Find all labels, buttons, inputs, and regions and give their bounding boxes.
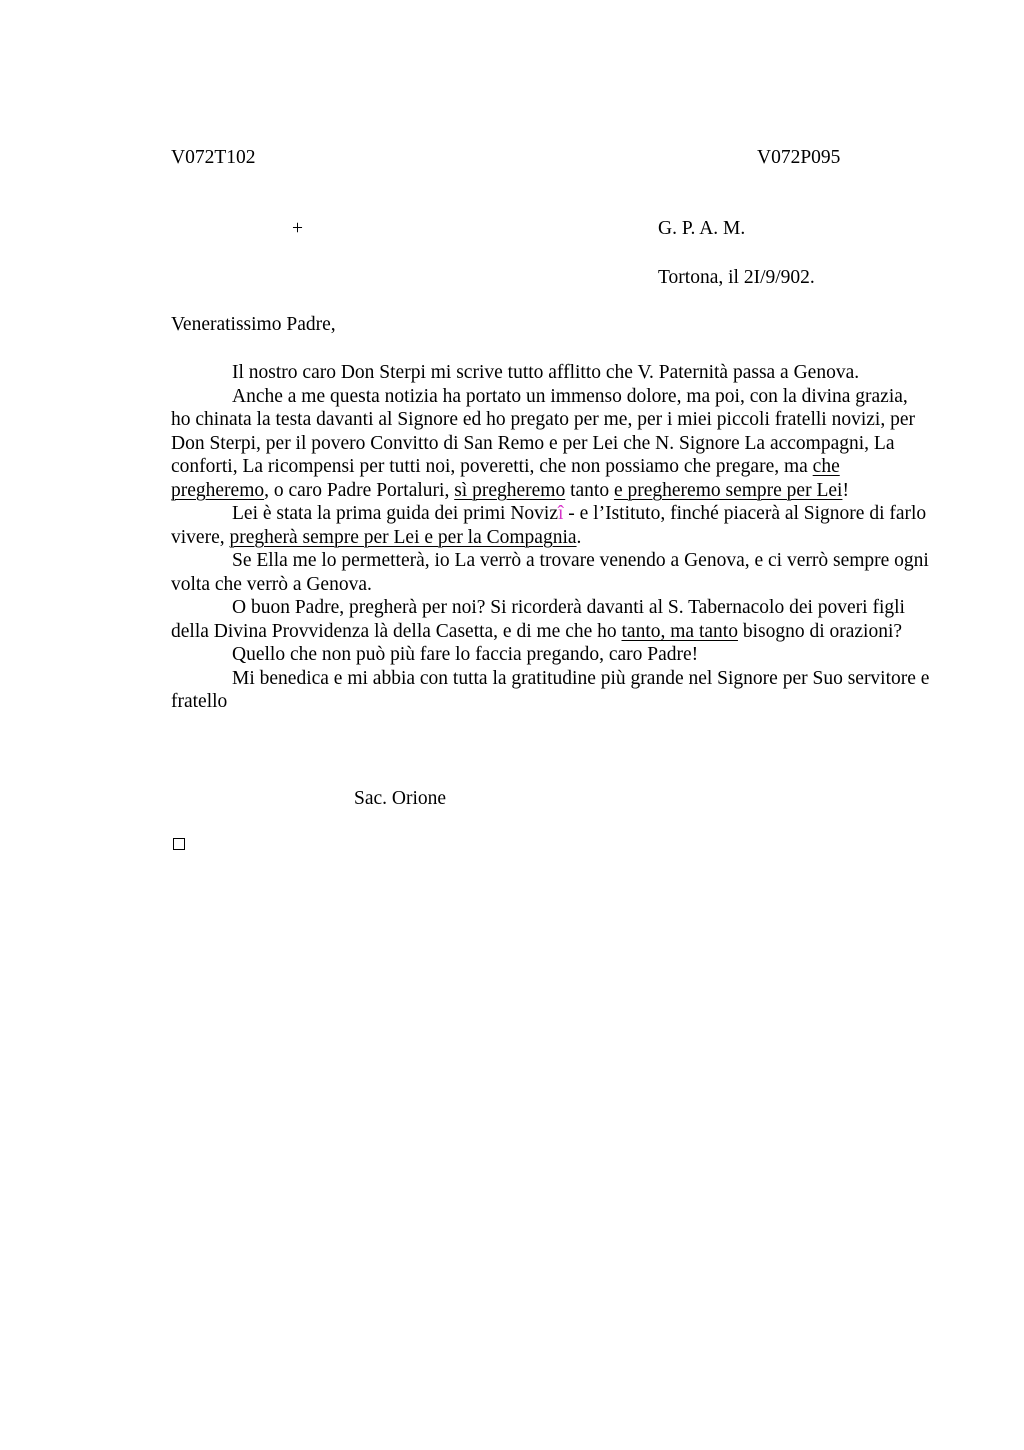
paragraph-1: Il nostro caro Don Sterpi mi scrive tutto afflitto che V. Paternità passa a Genova. <box>232 362 860 383</box>
cross-symbol: + <box>292 218 303 239</box>
paragraph-5 <box>171 596 931 643</box>
paragraph-4: Se Ella me lo permetterà, io La verrò a trovare venendo a Genova, e ci verrò sempre ogni volta che verrò a Genova. <box>171 550 929 595</box>
salutation: Veneratissimo Padre, <box>171 314 336 335</box>
signature: Sac. Orione <box>354 788 447 809</box>
paragraph-7: Mi benedica e mi abbia con tutta la gratitudine più grande nel Signore per Suo servitore e fratello <box>171 667 930 712</box>
paragraph-5-text-b: bisogno di orazioni? <box>737 620 903 642</box>
checkbox-square-icon <box>173 838 185 850</box>
place-date: Tortona, il 2I/9/902. <box>658 267 815 288</box>
underline-e-pregheremo: e pregheremo sempre per Lei <box>613 479 843 501</box>
paragraph-2 <box>171 385 931 503</box>
underline-preghera-sempre: pregherà sempre per Lei e per la Compagnia <box>229 526 577 548</box>
underline-tanto-ma-tanto: tanto, ma tanto <box>621 620 738 642</box>
paragraph-3-text-b: - e l’Istituto, finché piacerà al Signore di farlo vivere, <box>171 503 927 548</box>
paragraph-6: Quello che non può più fare lo faccia pregando, caro Padre! <box>232 644 699 665</box>
paragraph-2-text-d: ! <box>842 479 849 501</box>
letter-body <box>171 361 931 714</box>
document-code-right: V072P095 <box>757 147 841 168</box>
paragraph-2-text-b: , o caro Padre Portaluri, <box>264 479 455 501</box>
paragraph-3-text-a: Lei è stata la prima guida dei primi Noviz <box>232 503 558 524</box>
underline-che-pregheremo: che pregheremo <box>171 456 840 501</box>
motto-gpam: G. P. A. M. <box>658 218 746 239</box>
paragraph-3 <box>171 502 931 549</box>
document-code-left: V072T102 <box>171 147 256 168</box>
paragraph-2-text-c: tanto <box>565 479 614 501</box>
underline-si-pregheremo: sì pregheremo <box>454 479 566 501</box>
marked-character: î <box>557 503 564 524</box>
paragraph-2-text-a: Anche a me questa notizia ha portato un immenso dolore, ma poi, con la divina grazia, ho chinata la testa davanti al Signore ed ho pregato per me, per i miei piccoli fratelli novizi, per Don Sterpi, per il povero Convitto di San Remo e per Lei che N. Signore La accompagni, La conforti, La ricompensi per tutti noi, poveretti, che non possiamo che pregare, ma <box>171 385 915 477</box>
paragraph-3-text-c: . <box>576 526 582 548</box>
paragraph-5-text-a: O buon Padre, pregherà per noi? Si ricorderà davanti al S. Tabernacolo dei poveri figli della Divina Provvidenza là della Casetta, e di me che ho <box>171 597 905 642</box>
